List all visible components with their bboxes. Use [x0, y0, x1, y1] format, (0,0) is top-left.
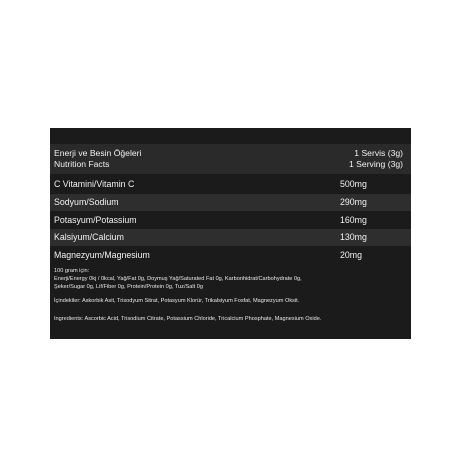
- nutrient-name: Kalsiyum/Calcium: [54, 232, 124, 242]
- nutrient-name: Sodyum/Sodium: [54, 197, 119, 207]
- nutrient-row-potassium: [50, 212, 411, 229]
- serving-size-tr: 1 Servis (3g): [354, 148, 403, 158]
- nutrient-value: 160mg: [340, 215, 367, 225]
- nutrient-value: 20mg: [340, 250, 363, 260]
- per-100g-heading: 100 gram için:: [54, 268, 90, 274]
- energy-line-1: Enerji/Energy 0kj / 0kcal, Yağ/Fat 0g, Doymuş Yağ/Saturated Fat 0g, Karbonhidrat/Carbohydrate 0g,: [54, 276, 302, 282]
- nutrient-row-calcium: [50, 229, 411, 246]
- nutrient-value: 290mg: [340, 197, 367, 207]
- ingredients-tr: İçindekiler: Askorbik Asit, Trisodyum Sitrat, Potasyum Klorür, Trikalsiyum Fosfat, Magnezyum Oksit.: [54, 298, 300, 304]
- nutrition-header: [50, 144, 411, 174]
- serving-size-en: 1 Serving (3g): [349, 159, 403, 169]
- nutrient-row-magnesium: [50, 247, 411, 264]
- nutrient-row-vitamin-c: [50, 176, 411, 193]
- header-title-tr: Enerji ve Besin Öğeleri: [54, 148, 142, 158]
- nutrition-label: [50, 128, 411, 339]
- nutrient-name: C Vitamini/Vitamin C: [54, 179, 135, 189]
- nutrient-value: 500mg: [340, 179, 367, 189]
- ingredients-en: Ingredients: Ascorbic Acid, Trisodium Citrate, Potassium Chloride, Tricalcium Phosphate, Magnesium Oxide.: [54, 316, 322, 322]
- nutrient-row-sodium: [50, 194, 411, 211]
- energy-line-2: Şeker/Sugar 0g, Lif/Fiber 0g, Protein/Protein 0g, Tuz/Salt 0g: [54, 284, 203, 290]
- nutrient-name: Potasyum/Potassium: [54, 215, 137, 225]
- nutrient-value: 130mg: [340, 232, 367, 242]
- nutrient-name: Magnezyum/Magnesium: [54, 250, 150, 260]
- header-title-en: Nutrition Facts: [54, 159, 110, 169]
